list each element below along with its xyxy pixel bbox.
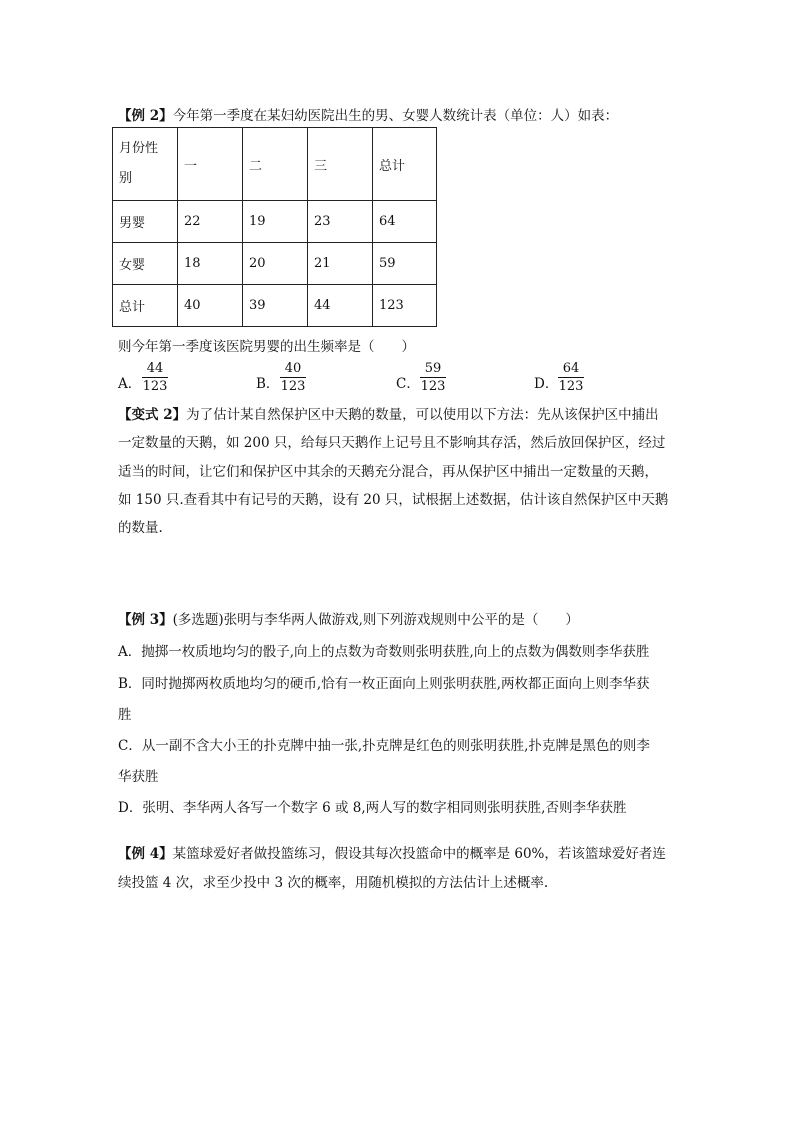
table-cell: 59 — [373, 243, 437, 285]
example3-option-c-cont: 华获胜 — [118, 769, 159, 785]
col-header-2: 二 — [243, 128, 308, 201]
table-cell: 22 — [178, 201, 243, 243]
example2-text: 今年第一季度在某妇幼医院出生的男、女婴人数统计表（单位：人）如表： — [172, 108, 619, 124]
table-cell: 23 — [308, 201, 373, 243]
variant2-line-5: 的数量. — [118, 520, 163, 536]
example2-tag: 【例 2】 — [118, 108, 173, 124]
table-cell: 21 — [308, 243, 373, 285]
col-header-1: 一 — [178, 128, 243, 201]
fraction-denominator: 123 — [558, 379, 584, 394]
table-corner-cell — [113, 128, 178, 201]
corner-line1: 月份性 — [119, 141, 159, 156]
table-cell: 18 — [178, 243, 243, 285]
table-cell: 19 — [243, 201, 308, 243]
birth-stats-table — [112, 127, 437, 327]
fraction-numerator: 59 — [424, 361, 442, 376]
table-row — [113, 201, 437, 243]
example4-line-1 — [118, 842, 666, 862]
table-cell: 64 — [373, 201, 437, 243]
example3-option-a: A．抛掷一枚质地均匀的骰子,向上的点数为奇数则张明获胜,向上的点数为偶数则李华获胜 — [118, 644, 650, 660]
variant2-line-4: 如 150 只.查看其中有记号的天鹅，设有 20 只，试根据上述数据，估计该自然保护区中天鹅 — [118, 492, 669, 508]
row-label: 男婴 — [113, 201, 178, 243]
corner-line2: 别 — [119, 171, 133, 186]
fraction-denominator: 123 — [142, 379, 168, 394]
col-header-total: 总计 — [373, 128, 437, 201]
table-row — [113, 243, 437, 285]
example3-option-d: D．张明、李华两人各写一个数字 6 或 8,两人写的数字相同则张明获胜,否则李华获胜 — [118, 800, 627, 816]
example3-heading — [118, 608, 579, 628]
fraction-numerator: 40 — [284, 361, 302, 376]
table-cell: 44 — [308, 285, 373, 327]
option-a-letter: A． — [118, 376, 142, 392]
fraction-numerator: 64 — [562, 361, 580, 376]
row-label: 女婴 — [113, 243, 178, 285]
example4-text: 某篮球爱好者做投篮练习，假设其每次投篮命中的概率是 60%，若该篮球爱好者连 — [172, 846, 666, 862]
variant2-line-2: 一定数量的天鹅，如 200 只，给每只天鹅作上记号且不影响其存活，然后放回保护区，经过 — [118, 435, 666, 451]
option-d-letter: D． — [534, 376, 559, 392]
option-a-fraction — [142, 360, 168, 395]
example3-option-c: C．从一副不含大小王的扑克牌中抽一张,扑克牌是红色的则张明获胜,扑克牌是黑色的则李 — [118, 738, 650, 754]
row-label: 总计 — [113, 285, 178, 327]
option-d-fraction — [558, 360, 584, 395]
fraction-denominator: 123 — [420, 379, 446, 394]
example3-option-b-cont: 胜 — [118, 707, 132, 723]
variant2-text: 为了估计某自然保护区中天鹅的数量，可以使用以下方法：先从该保护区中捕出 — [186, 407, 659, 423]
table-header-row — [113, 128, 437, 201]
table-cell: 20 — [243, 243, 308, 285]
option-b-fraction — [280, 360, 306, 395]
option-c-letter: C． — [396, 376, 420, 392]
table-row — [113, 285, 437, 327]
example4-line-2: 续投篮 4 次，求至少投中 3 次的概率，用随机模拟的方法估计上述概率. — [118, 875, 549, 891]
variant2-line-3: 适当的时间，让它们和保护区中其余的天鹅充分混合，再从保护区中捕出一定数量的天鹅， — [118, 464, 658, 480]
example3-tag: 【例 3】 — [118, 612, 173, 628]
option-b-letter: B． — [256, 376, 280, 392]
col-header-3: 三 — [308, 128, 373, 201]
variant2-tag: 【变式 2】 — [118, 407, 187, 423]
example4-tag: 【例 4】 — [118, 846, 173, 862]
example3-option-b: B．同时抛掷两枚质地均匀的硬币,恰有一枚正面向上则张明获胜,两枚都正面向上则李华获 — [118, 676, 650, 692]
example2-question: 则今年第一季度该医院男婴的出生频率是（ ） — [118, 339, 415, 355]
example3-text: (多选题)张明与李华两人做游戏,则下列游戏规则中公平的是（ ） — [172, 612, 579, 628]
fraction-denominator: 123 — [280, 379, 306, 394]
example2-heading — [118, 104, 618, 124]
table-cell: 123 — [373, 285, 437, 327]
table-cell: 39 — [243, 285, 308, 327]
table-cell: 40 — [178, 285, 243, 327]
variant2-line-1 — [118, 403, 659, 423]
fraction-numerator: 44 — [146, 361, 164, 376]
option-c-fraction — [420, 360, 446, 395]
